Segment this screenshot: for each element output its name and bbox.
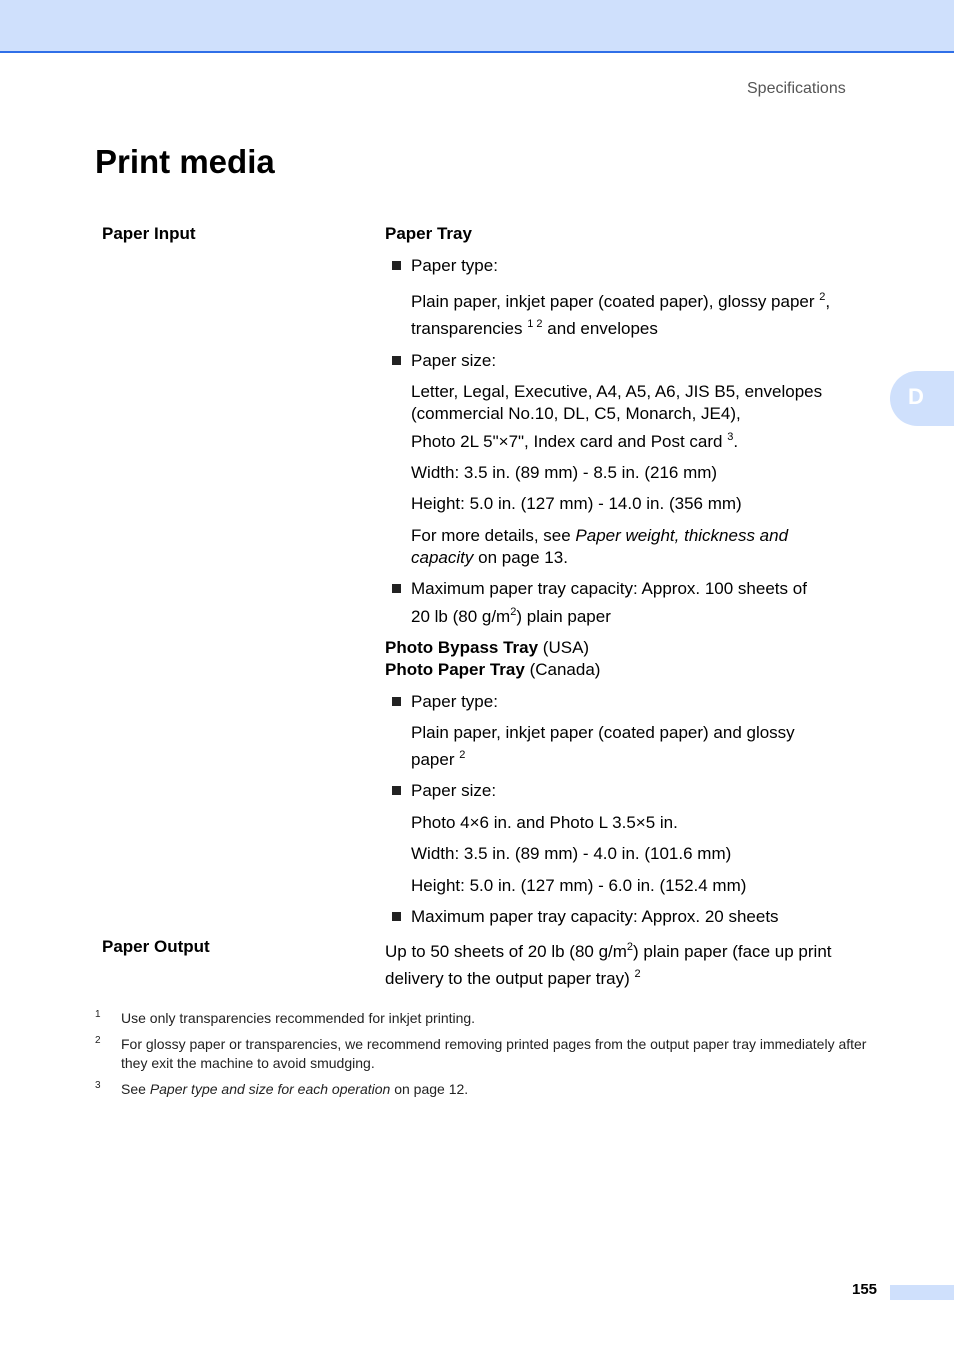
tray-details-line1: For more details, see Paper weight, thickness and	[411, 526, 789, 545]
photo-type-line1: Plain paper, inkjet paper (coated paper) and glossy	[411, 723, 795, 742]
photo-type-line2: paper $^2$	[411, 749, 466, 769]
photo-height: Height: 5.0 in. (127 mm) - 6.0 in. (152.4 mm)	[411, 876, 747, 895]
tray-details-line2: capacity on page 13.	[411, 548, 568, 567]
chapter-tab-letter: D	[908, 384, 924, 409]
photo-tray-heading-canada: Photo Paper Tray (Canada)	[385, 660, 601, 679]
tray-size-line1: Letter, Legal, Executive, A4, A5, A6, JIS B5, envelopes	[411, 382, 823, 401]
bullet-icon	[392, 912, 401, 921]
details-link-cont[interactable]: capacity	[411, 548, 474, 567]
tray-capacity-line1: Maximum paper tray capacity: Approx. 100 sheets of	[411, 579, 807, 598]
tray-width: Width: 3.5 in. (89 mm) - 8.5 in. (216 mm)	[411, 463, 718, 482]
bullet-icon	[392, 261, 401, 270]
bullet-icon	[392, 786, 401, 795]
paper-tray-heading: Paper Tray	[385, 224, 472, 243]
tray-height: Height: 5.0 in. (127 mm) - 14.0 in. (356 mm)	[411, 494, 742, 513]
page-title: Print media	[95, 143, 275, 180]
output-line2: delivery to the output paper tray) $^2$	[385, 968, 641, 988]
tray-type-line2: transparencies $^{1 2}$ and envelopes	[411, 318, 658, 338]
top-header-band	[0, 0, 954, 53]
bullet-icon	[392, 584, 401, 593]
page-number-bar	[890, 1285, 954, 1300]
footnote-link[interactable]: Paper type and size for each operation	[149, 1081, 391, 1097]
photo-size-line: Photo 4×6 in. and Photo L 3.5×5 in.	[411, 813, 678, 832]
section-header: Specifications	[747, 80, 846, 97]
paper-input-label: Paper Input	[102, 224, 196, 243]
photo-capacity: Maximum paper tray capacity: Approx. 20 sheets	[411, 907, 779, 926]
output-line1: Up to 50 sheets of 20 lb (80 $g/m^2$) plain paper (face up print	[385, 941, 832, 961]
page-number: 155	[852, 1281, 878, 1298]
bullet-icon	[392, 697, 401, 706]
tray-capacity-line2: 20 lb (80 $g/m^2$) plain paper	[411, 606, 611, 626]
paper-output-label: Paper Output	[102, 937, 210, 956]
tray-type-line1: Plain paper, inkjet paper (coated paper), glossy paper $^2$,	[411, 291, 831, 311]
photo-width: Width: 3.5 in. (89 mm) - 4.0 in. (101.6 mm)	[411, 844, 732, 863]
photo-type-label: Paper type:	[411, 692, 498, 711]
details-link[interactable]: Paper weight, thickness and	[575, 526, 789, 545]
photo-tray-heading-usa: Photo Bypass Tray (USA)	[385, 638, 590, 657]
tray-size-line3: Photo 2L 5"×7", Index card and Post card $^3$.	[411, 431, 739, 451]
tray-size-label: Paper size:	[411, 351, 497, 370]
tray-type-label: Paper type:	[411, 256, 498, 275]
photo-size-label: Paper size:	[411, 781, 497, 800]
chapter-tab	[890, 371, 954, 426]
bullet-icon	[392, 356, 401, 365]
tray-size-line2: (commercial No.10, DL, C5, Monarch, JE4),	[411, 404, 741, 423]
